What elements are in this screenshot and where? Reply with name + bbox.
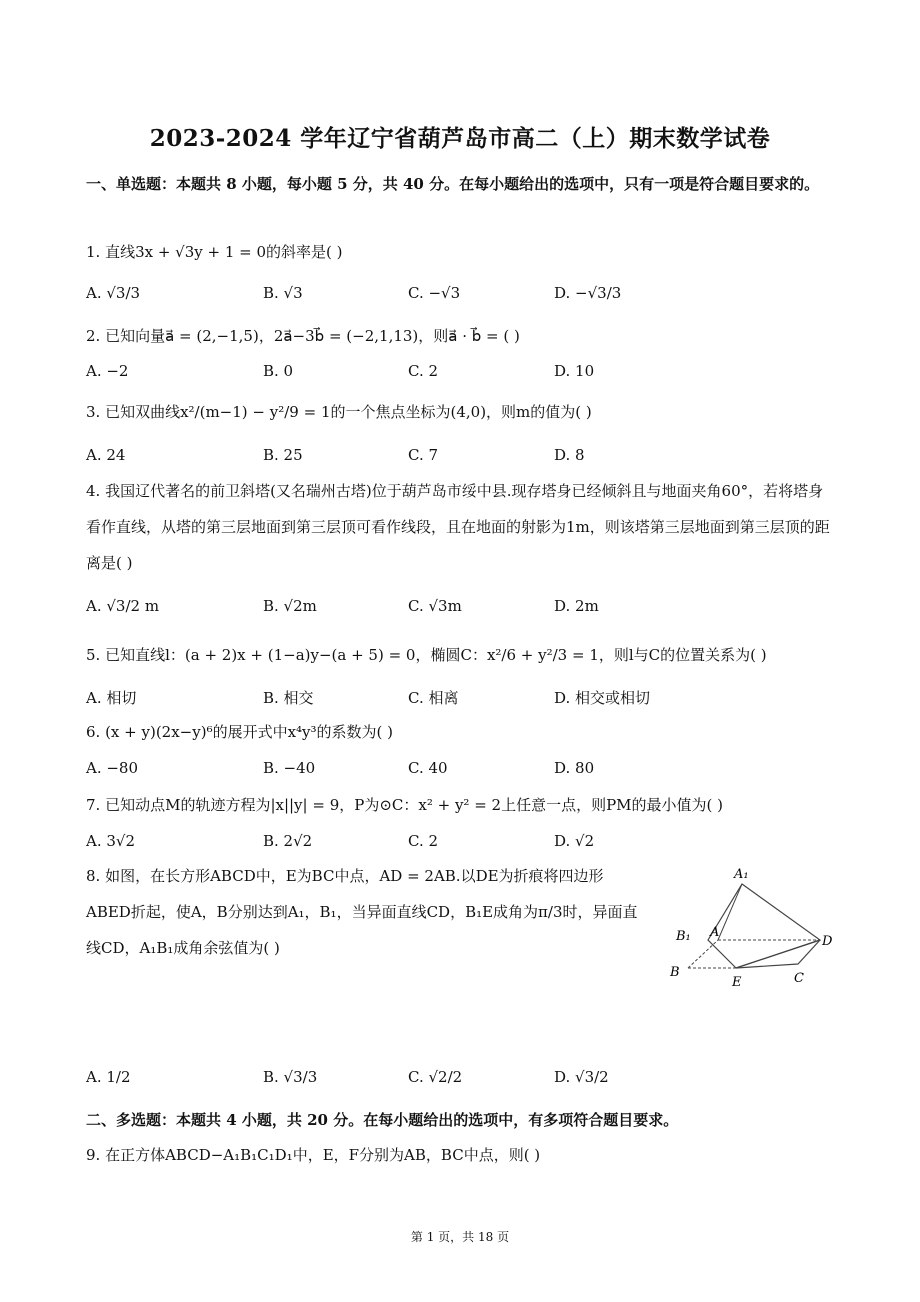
option-d: D. √2 (554, 832, 595, 850)
option-b: B. 0 (263, 362, 294, 380)
option-c: C. 2 (408, 362, 439, 380)
options-q4 (86, 597, 846, 623)
option-d: D. 相交或相切 (554, 689, 651, 707)
options-q2 (86, 362, 846, 388)
option-b: B. 25 (263, 446, 303, 464)
option-c: C. 相离 (408, 689, 459, 707)
question-1 (86, 242, 343, 262)
question-9-text: 9. 在正方体ABCD−A₁B₁C₁D₁中，E，F分别为AB，BC中点，则( ) (86, 1146, 541, 1164)
figure-label-e: E (732, 975, 742, 990)
option-a: A. −80 (86, 759, 139, 777)
option-b: B. 相交 (263, 689, 314, 707)
question-4 (86, 473, 838, 581)
question-3 (86, 402, 592, 422)
option-d: D. 8 (554, 446, 585, 464)
question-9 (86, 1145, 540, 1165)
options-q7 (86, 832, 846, 858)
option-b: B. √3 (263, 284, 303, 302)
figure-label-b: B (670, 965, 680, 980)
option-c: C. √2/2 (408, 1068, 463, 1086)
folded-rectangle-figure (664, 860, 844, 995)
question-7 (86, 795, 723, 815)
figure-label-c: C (794, 971, 804, 986)
option-a: A. √3/2 m (86, 597, 160, 615)
option-d: D. √3/2 (554, 1068, 609, 1086)
option-c: C. 40 (408, 759, 448, 777)
option-a: A. 相切 (86, 689, 137, 707)
figure-edge-a1a (718, 884, 742, 940)
question-3-text: 3. 已知双曲线x²/(m−1) − y²/9 = 1的一个焦点坐标为(4,0)，则m的值为( ) (86, 403, 592, 421)
figure-label-a1: A₁ (734, 867, 749, 882)
option-b: B. 2√2 (263, 832, 313, 850)
question-5 (86, 645, 767, 665)
question-6-text: 6. (x + y)(2x−y)⁶的展开式中x⁴y³的系数为( ) (86, 723, 394, 741)
options-q5 (86, 687, 846, 713)
figure-dashed-ba (688, 940, 718, 968)
option-b: B. √3/3 (263, 1068, 318, 1086)
option-d: D. 80 (554, 759, 595, 777)
figure-folded-quad (708, 884, 820, 968)
section-heading-multiple-choice: 二、多选题：本题共 4 小题，共 20 分。在每小题给出的选项中，有多项符合题目要求。 (86, 1111, 679, 1129)
question-2 (86, 326, 520, 346)
question-2-text: 2. 已知向量a⃗ = (2,−1,5)，2a⃗−3b⃗ = (−2,1,13)，则a⃗ · b⃗ = ( ) (86, 327, 520, 345)
options-q3 (86, 446, 846, 472)
page-footer: 第 1 页，共 18 页 (410, 1230, 510, 1244)
options-q1 (86, 284, 846, 310)
option-c: C. −√3 (408, 284, 461, 302)
option-c: C. 7 (408, 446, 439, 464)
question-1-text: 1. 直线3x + √3y + 1 = 0的斜率是( ) (86, 243, 343, 261)
question-6 (86, 722, 393, 742)
option-a: A. √3/3 (86, 284, 141, 302)
page-title: 2023-2024 学年辽宁省葫芦岛市高二（上）期末数学试卷 (149, 125, 771, 152)
figure-label-b1: B₁ (676, 929, 691, 944)
option-c: C. 2 (408, 832, 439, 850)
figure-label-a: A (710, 925, 720, 940)
question-4-text: 4. 我国辽代著名的前卫斜塔(又名瑞州古塔)位于葫芦岛市绥中县.现存塔身已经倾斜且与地面夹角60°，若将塔身看作直线，从塔的第三层地面到第三层顶可看作线段，且在地面的射影为1m，则该塔第三层地面到第三层顶的距离是( ) (86, 482, 830, 572)
option-a: A. 3√2 (86, 832, 136, 850)
question-5-text: 5. 已知直线l：(a + 2)x + (1−a)y−(a + 5) = 0，椭圆C：x²/6 + y²/3 = 1，则l与C的位置关系为( ) (86, 646, 767, 664)
section-heading-single-choice: 一、单选题：本题共 8 小题，每小题 5 分，共 40 分。在每小题给出的选项中，只有一项是符合题目要求的。 (86, 175, 820, 193)
options-q6 (86, 759, 846, 785)
option-b: B. √2m (263, 597, 317, 615)
option-d: D. 2m (554, 597, 599, 615)
option-d: D. 10 (554, 362, 595, 380)
question-8 (86, 858, 646, 966)
option-a: A. −2 (86, 362, 129, 380)
option-a: A. 24 (86, 446, 126, 464)
question-8-text: 8. 如图，在长方形ABCD中，E为BC中点，AD = 2AB.以DE为折痕将四边形ABED折起，使A，B分别达到A₁，B₁，当异面直线CD，B₁E成角为π/3时，异面直线CD，A₁B₁成角余弦值为( ) (86, 867, 638, 957)
option-a: A. 1/2 (86, 1068, 131, 1086)
question-7-text: 7. 已知动点M的轨迹方程为|x||y| = 9，P为⊙C：x² + y² = 2上任意一点，则PM的最小值为( ) (86, 796, 724, 814)
options-q8 (86, 1068, 846, 1094)
option-b: B. −40 (263, 759, 316, 777)
option-d: D. −√3/3 (554, 284, 622, 302)
figure-label-d: D (822, 934, 833, 949)
option-c: C. √3m (408, 597, 462, 615)
